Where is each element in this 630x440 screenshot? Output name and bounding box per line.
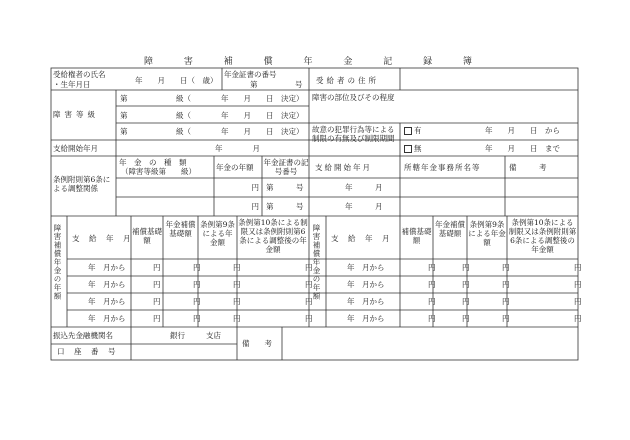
restriction-from: 年 月 日 から (485, 126, 560, 135)
recipient-dob-value: 年 月 日（ 歳） (135, 76, 218, 85)
annual-row-yen: 円 (305, 263, 313, 272)
grade-row-mid: 級（ (176, 127, 191, 136)
restriction-until: 年 月 日 まで (485, 144, 560, 153)
restriction-no-label: 無 (414, 144, 422, 153)
form-title: 障 害 補 償 年 金 記 録 簿 (144, 57, 486, 67)
annual-row-yen: 円 (428, 280, 436, 289)
annual-col-period: 支 給 年 月 (331, 234, 391, 243)
start-value: 年 月 (215, 144, 260, 153)
grade-label: 障害等級 (53, 110, 99, 119)
annual-col-base: 補償基礎額 (132, 227, 162, 245)
annual-row-yen: 円 (153, 297, 161, 306)
start-label: 支給開始年月 (53, 144, 98, 153)
account-label: 口 座 番 号 (57, 347, 117, 356)
adjust-row-amount: 円 (251, 202, 259, 211)
annual-col-art10: 条例第10条による制限又は条例附則第6条による調整後の年金額 (238, 218, 308, 254)
annual-col-pension-base: 年金補償基礎額 (165, 220, 196, 238)
annual-row-period: 年 月から (347, 297, 385, 306)
annual-row-period: 年 月から (88, 263, 126, 272)
annual-row-yen: 円 (428, 314, 436, 323)
annual-side-label: 障害補償年金の年額 (312, 224, 321, 301)
annual-row-yen: 円 (233, 263, 241, 272)
bank-note-label: 備 考 (242, 339, 272, 348)
annual-row-yen: 円 (428, 297, 436, 306)
recipient-name-label: 受給権者の氏名 (53, 70, 106, 79)
adjust-col-type-sub: （障害等級第 級） (121, 167, 196, 176)
bank-suffix: 銀行 (170, 331, 185, 340)
grade-row-date: 年 月 日 決定） (221, 94, 304, 103)
annual-row-period: 年 月から (347, 314, 385, 323)
restriction-yes-label: 有 (414, 126, 422, 135)
grade-row-date: 年 月 日 決定） (221, 127, 304, 136)
restriction-label: 故意の犯罪行為等による制限の有無及び制限期間 (312, 125, 395, 143)
adjust-label: 条例附則第6条による調整関係 (53, 175, 111, 193)
annual-side-label: 障害補償年金の年額 (53, 224, 62, 301)
annual-row-yen: 円 (502, 297, 510, 306)
annual-row-yen: 円 (193, 280, 201, 289)
adjust-col-amount: 年金の年額 (216, 163, 254, 172)
grade-row-date: 年 月 日 決定） (221, 111, 304, 120)
annual-row-period: 年 月から (347, 263, 385, 272)
adjust-col-office: 所轄年金事務所名等 (404, 163, 481, 172)
annual-row-yen: 円 (233, 314, 241, 323)
address-label: 受給者の住所 (316, 76, 379, 85)
grade-row-prefix: 第 (120, 111, 128, 120)
adjust-row-start: 年 月 (345, 183, 383, 192)
annual-row-yen: 円 (193, 297, 201, 306)
adjust-col-cert: 年金証書の記号番号 (263, 158, 309, 176)
branch-suffix: 支店 (206, 331, 221, 340)
annual-row-yen: 円 (428, 263, 436, 272)
annual-row-yen: 円 (462, 314, 470, 323)
annual-row-yen: 円 (193, 263, 201, 272)
annual-row-yen: 円 (574, 280, 582, 289)
adjust-col-start: 支給開始年月 (315, 163, 372, 172)
annual-col-pension-base: 年金補償基礎額 (435, 220, 465, 238)
annual-row-yen: 円 (502, 314, 510, 323)
grade-row-prefix: 第 (120, 127, 128, 136)
annual-row-yen: 円 (193, 314, 201, 323)
annual-row-yen: 円 (233, 280, 241, 289)
adjust-row-cert: 第 号 (266, 202, 304, 211)
cert-number-label: 年金証書の番号 (224, 70, 277, 79)
annual-row-yen: 円 (305, 280, 313, 289)
annual-col-art10: 条例第10条による制限又は条例附則第6条による調整後の年金額 (508, 218, 577, 254)
checkbox-icon[interactable] (404, 127, 412, 135)
annual-row-yen: 円 (153, 280, 161, 289)
annual-col-period: 支 給 年 月 (72, 234, 132, 243)
grade-row-mid: 級（ (176, 111, 191, 120)
annual-row-period: 年 月から (88, 314, 126, 323)
adjust-col-type: 年 金 の 種 類 (119, 158, 187, 167)
annual-row-yen: 円 (153, 314, 161, 323)
annual-row-yen: 円 (462, 297, 470, 306)
adjust-row-amount: 円 (251, 183, 259, 192)
annual-row-yen: 円 (574, 314, 582, 323)
checkbox-icon[interactable] (404, 145, 412, 153)
annual-row-yen: 円 (574, 297, 582, 306)
annual-row-yen: 円 (574, 263, 582, 272)
cert-number-value: 第 号 (250, 80, 303, 89)
annual-col-art9: 条例第9条による年金額 (200, 220, 235, 247)
annual-col-base: 補償基礎額 (401, 227, 432, 245)
annual-row-yen: 円 (305, 297, 313, 306)
bank-label: 振込先金融機関名 (53, 331, 113, 340)
annual-row-yen: 円 (153, 263, 161, 272)
annual-row-yen: 円 (233, 297, 241, 306)
annual-row-yen: 円 (462, 280, 470, 289)
annual-row-period: 年 月から (88, 280, 126, 289)
annual-col-art9: 条例第9条による年金額 (468, 220, 506, 247)
annual-row-yen: 円 (462, 263, 470, 272)
grade-row-mid: 級（ (176, 94, 191, 103)
restriction-no[interactable] (404, 144, 422, 153)
adjust-row-cert: 第 号 (266, 183, 304, 192)
annual-row-period: 年 月から (347, 280, 385, 289)
adjust-col-note: 備 考 (509, 163, 547, 172)
annual-row-yen: 円 (502, 280, 510, 289)
annual-row-yen: 円 (502, 263, 510, 272)
restriction-yes[interactable] (404, 126, 422, 135)
annual-row-period: 年 月から (88, 297, 126, 306)
grade-row-prefix: 第 (120, 94, 128, 103)
injury-part-label: 障害の部位及びその程度 (312, 93, 395, 102)
adjust-row-start: 年 月 (345, 202, 383, 211)
annual-row-yen: 円 (305, 314, 313, 323)
recipient-dob-label: ・生年月日 (53, 80, 91, 89)
